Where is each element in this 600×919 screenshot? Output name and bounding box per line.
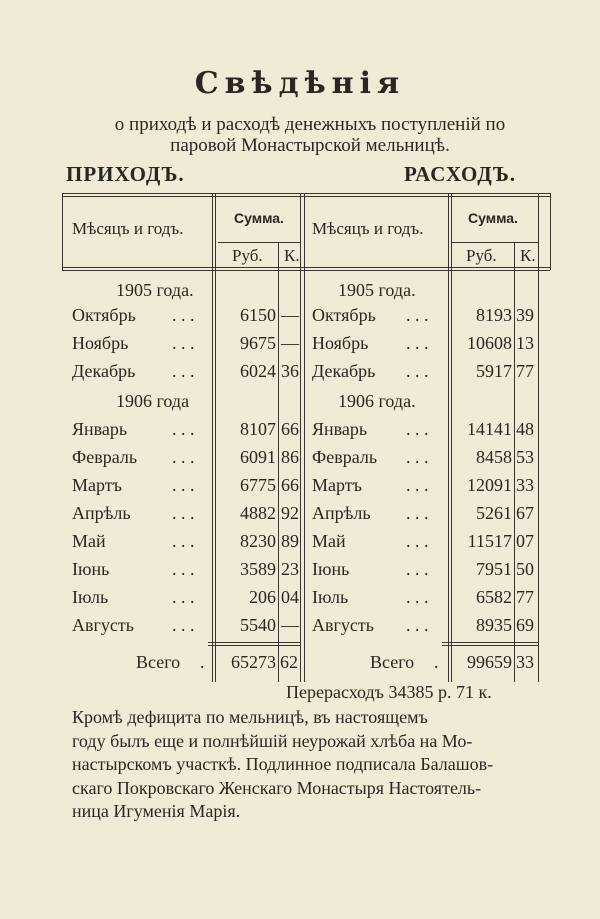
expense-rub-cell: 8193: [476, 305, 512, 325]
expense-total-kop: 33: [516, 652, 534, 672]
expense-kop-cell: 77: [516, 587, 534, 607]
income-rub-kop-divider: [278, 242, 279, 682]
expense-leader-dots: . . .: [406, 475, 429, 495]
table-right-border: [550, 193, 551, 270]
expense-sum-header: Сумма.: [468, 210, 518, 226]
expense-month-cell: Декабрь: [312, 361, 376, 381]
income-rub-cell: 5540: [240, 615, 276, 635]
income-kop-cell: 86: [281, 447, 299, 467]
expense-kop-cell: 77: [516, 361, 534, 381]
expense-leader-dots: . . .: [406, 305, 429, 325]
expense-year-1906: 1906 года.: [338, 391, 416, 411]
income-total-kop: 62: [280, 652, 298, 672]
income-heading: ПРИХОДЪ.: [66, 162, 185, 186]
income-rub-cell: 206: [249, 587, 276, 607]
income-leader-dots: . . .: [172, 305, 195, 325]
expense-leader-dots: . . .: [406, 615, 429, 635]
income-rub-cell: 8107: [240, 419, 276, 439]
income-month-cell: Іюнь: [72, 559, 110, 579]
expense-year-1905: 1905 года.: [338, 280, 416, 300]
income-leader-dots: . . .: [172, 559, 195, 579]
income-leader-dots: . . .: [172, 503, 195, 523]
expense-rub-cell: 6582: [476, 587, 512, 607]
expense-kop-cell: 39: [516, 305, 534, 325]
expense-rub-cell: 10608: [467, 333, 512, 353]
expense-kop-header: К.: [520, 246, 536, 265]
expense-kop-cell: 48: [516, 419, 534, 439]
note-line: году былъ еще и полнѣйшій неурожай хлѣба на Мо-: [72, 730, 473, 751]
expense-subheader-rule: [452, 242, 538, 243]
expense-total-rule: [442, 642, 538, 643]
income-leader-dots: . . .: [172, 531, 195, 551]
expense-kop-cell: 07: [516, 531, 534, 551]
subtitle-line-2: паровой Монастырской мельницѣ.: [170, 135, 450, 156]
income-leader-dots: . . .: [172, 361, 195, 381]
header-bottom-rule: [62, 267, 550, 268]
income-kop-cell: 04: [281, 587, 299, 607]
expense-month-cell: Мартъ: [312, 475, 362, 495]
table-left-border: [62, 193, 63, 270]
expense-month-cell: Ноябрь: [312, 333, 369, 353]
expense-kop-cell: 13: [516, 333, 534, 353]
income-rub-cell: 3589: [240, 559, 276, 579]
expense-right-divider: [538, 193, 539, 682]
income-rub-cell: 6024: [240, 361, 276, 381]
expense-rub-kop-divider: [514, 242, 515, 682]
expense-leader-dots: . . .: [406, 361, 429, 381]
expense-month-cell: Май: [312, 531, 346, 551]
expense-rub-cell: 14141: [467, 419, 512, 439]
income-total-label: Всего: [136, 652, 181, 672]
expense-month-cell: Февраль: [312, 447, 378, 467]
column-group-divider: [304, 193, 305, 682]
expense-kop-cell: 69: [516, 615, 534, 635]
expense-total-rule: [442, 645, 538, 646]
table-top-rule: [62, 196, 550, 197]
income-month-cell: Мартъ: [72, 475, 122, 495]
income-rub-header: Руб.: [232, 246, 263, 265]
expense-kop-cell: 50: [516, 559, 534, 579]
expense-total-rub: 99659: [467, 652, 512, 672]
income-subheader-rule: [218, 242, 300, 243]
income-leader-dots: . . .: [172, 587, 195, 607]
note-line: ница Игуменія Марія.: [72, 801, 241, 821]
expense-heading: РАСХОДЪ.: [404, 162, 517, 186]
income-month-cell: Апрѣль: [72, 503, 131, 523]
income-kop-cell: 92: [281, 503, 299, 523]
income-month-cell: Октябрь: [72, 305, 136, 325]
table-top-rule: [62, 193, 550, 194]
income-leader-dots: . . .: [172, 615, 195, 635]
expense-leader-dots: . . .: [406, 419, 429, 439]
expense-kop-cell: 67: [516, 503, 534, 523]
income-kop-cell: 66: [281, 419, 299, 439]
income-rub-cell: 6091: [240, 447, 276, 467]
income-month-divider: [212, 193, 213, 682]
income-month-cell: Январь: [72, 419, 128, 439]
income-kop-cell: —: [281, 305, 299, 325]
income-month-cell: Май: [72, 531, 106, 551]
expense-month-cell: Іюль: [312, 587, 349, 607]
income-total-rule: [208, 645, 300, 646]
expense-leader-dots: . . .: [406, 503, 429, 523]
expense-rub-cell: 5917: [476, 361, 512, 381]
expense-rub-cell: 11517: [467, 531, 512, 551]
expense-leader-dots: . . .: [406, 587, 429, 607]
expense-leader-dots: . . .: [406, 333, 429, 353]
expense-month-header: Мѣсяцъ и годъ.: [312, 219, 424, 238]
income-sum-header: Сумма.: [234, 210, 284, 226]
expense-month-cell: Октябрь: [312, 305, 376, 325]
expense-month-cell: Іюнь: [312, 559, 350, 579]
page-title: Свѣдѣнія: [194, 66, 406, 101]
note-line: Кромѣ дефицита по мельницѣ, въ настоящемъ: [72, 707, 428, 727]
expense-total-label: Всего: [370, 652, 415, 672]
header-bottom-rule: [62, 270, 550, 271]
expense-rub-cell: 12091: [467, 475, 512, 495]
subtitle-line-1: о приходѣ и расходѣ денежныхъ поступленій по: [114, 114, 506, 135]
income-month-cell: Ноябрь: [72, 333, 129, 353]
expense-month-cell: Апрѣль: [312, 503, 371, 523]
note-line: настырскомъ участкѣ. Подлинное подписала Балашов-: [72, 754, 494, 774]
income-month-cell: Февраль: [72, 447, 138, 467]
income-kop-cell: —: [281, 615, 299, 635]
income-right-divider: [300, 193, 301, 682]
income-month-cell: Декабрь: [72, 361, 136, 381]
income-kop-cell: —: [281, 333, 299, 353]
expense-rub-cell: 8458: [476, 447, 512, 467]
income-year-1906: 1906 года: [116, 391, 190, 411]
expense-month-cell: Январь: [312, 419, 368, 439]
overspend-line: Перерасходъ 34385 р. 71 к.: [286, 682, 492, 702]
expense-leader-dots: . . .: [406, 531, 429, 551]
income-month-header: Мѣсяцъ и годъ.: [72, 219, 184, 238]
expense-kop-cell: 53: [516, 447, 534, 467]
expense-kop-cell: 33: [516, 475, 534, 495]
expense-rub-cell: 7951: [476, 559, 512, 579]
note-line: скаго Покровскаго Женскаго Монастыря Настоятель-: [72, 777, 482, 798]
income-leader-dots: . . .: [172, 419, 195, 439]
closing-note: [72, 706, 544, 824]
expense-rub-cell: 8935: [476, 615, 512, 635]
income-kop-cell: 89: [281, 531, 299, 551]
income-total-rub: 65273: [231, 652, 276, 672]
income-month-cell: Іюль: [72, 587, 109, 607]
expense-month-divider: [448, 193, 449, 682]
expense-month-cell: Августь: [312, 615, 374, 635]
expense-leader-dots: . . .: [406, 559, 429, 579]
income-leader-dots: . . .: [172, 475, 195, 495]
income-rub-cell: 4882: [240, 503, 276, 523]
income-year-1905: 1905 года.: [116, 280, 194, 300]
income-kop-cell: 36: [281, 361, 299, 381]
income-rub-cell: 9675: [240, 333, 276, 353]
income-month-cell: Августь: [72, 615, 134, 635]
income-month-divider: [215, 193, 216, 682]
income-total-rule: [208, 642, 300, 643]
expense-total-dot: .: [434, 652, 439, 672]
income-leader-dots: . . .: [172, 447, 195, 467]
expense-rub-header: Руб.: [466, 246, 497, 265]
income-rub-cell: 6150: [240, 305, 276, 325]
income-total-dot: .: [200, 652, 205, 672]
expense-leader-dots: . . .: [406, 447, 429, 467]
income-leader-dots: . . .: [172, 333, 195, 353]
expense-rub-cell: 5261: [476, 503, 512, 523]
income-rub-cell: 8230: [240, 531, 276, 551]
income-rub-cell: 6775: [240, 475, 276, 495]
income-kop-header: К.: [284, 246, 300, 265]
income-kop-cell: 66: [281, 475, 299, 495]
income-kop-cell: 23: [281, 559, 299, 579]
